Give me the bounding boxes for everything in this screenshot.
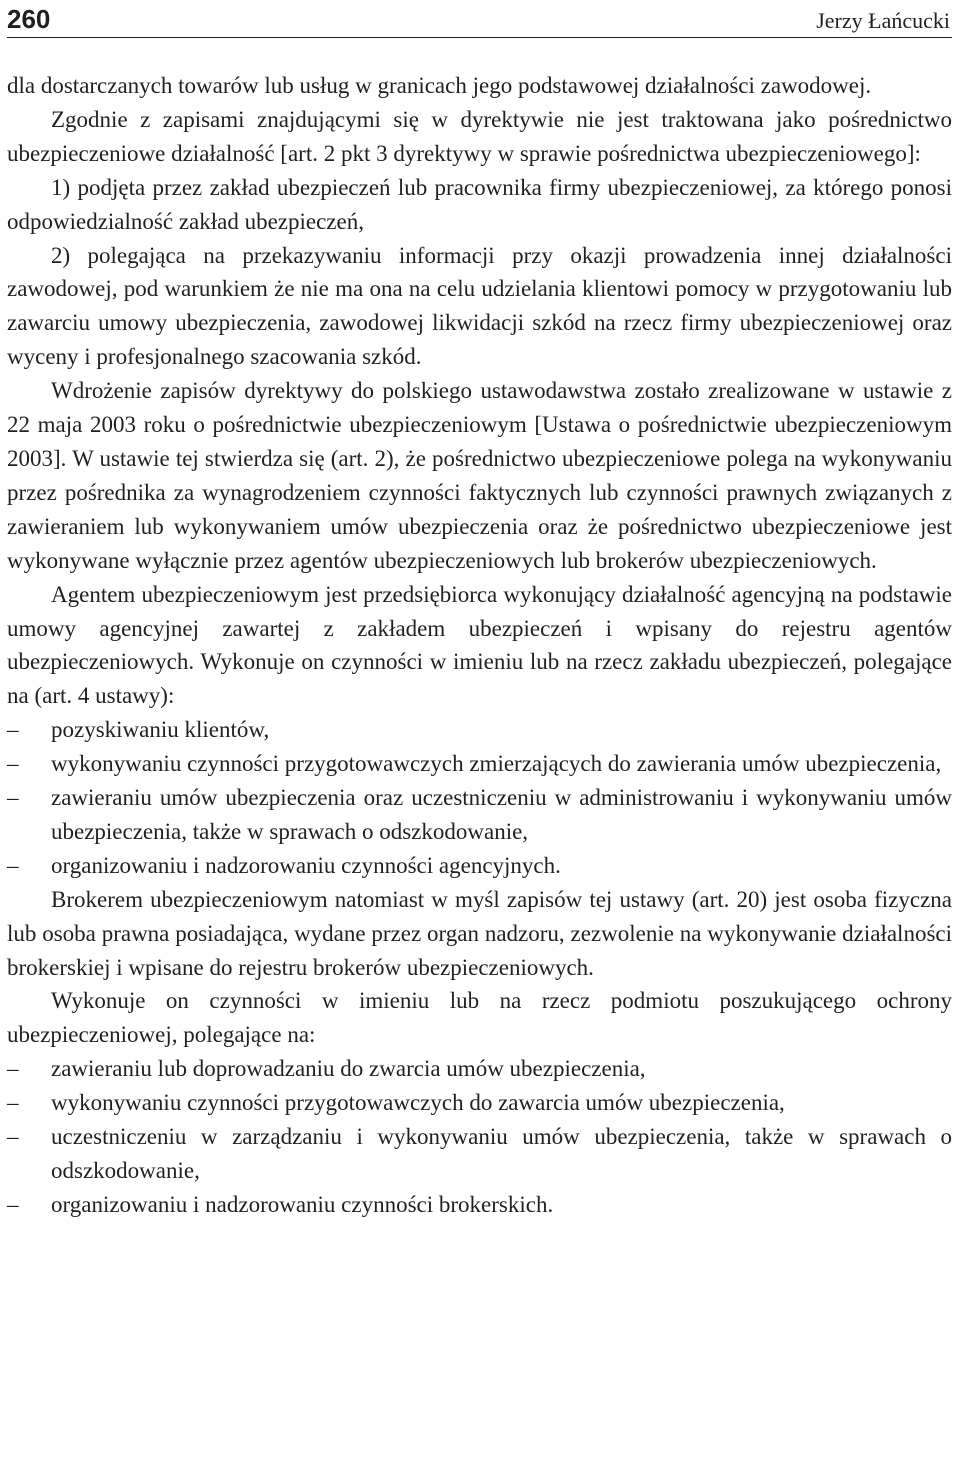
body-text	[7, 38, 952, 1222]
dash-bullet: –	[7, 1124, 19, 1150]
dash-bullet: –	[7, 1090, 19, 1116]
numbered-paragraph: 2) polegająca na przekazywaniu informacji przy okazji prowadzenia innej działalności zawodowej, pod warunkiem że nie ma ona na celu udzielania klientowi pomocy w przygotowaniu lub zawarciu umowy ubezpieczenia, zawodowej likwidacji szkód na rzecz firmy ubezpieczeniowej oraz wyceny i profesjonalnego szacowania szkód.	[7, 242, 952, 370]
list-item: – zawieraniu lub doprowadzaniu do zwarcia umów ubezpieczenia,	[7, 1052, 952, 1086]
paragraph: Wykonuje on czynności w imieniu lub na rzecz podmiotu poszukującego ochrony ubezpieczeniowej, polegające na:	[7, 988, 952, 1048]
dash-bullet: –	[7, 852, 19, 878]
dash-bullet: –	[7, 717, 19, 743]
running-header	[7, 0, 952, 38]
paragraph: dla dostarczanych towarów lub usług w granicach jego podstawowej działalności zawodowej.	[7, 73, 872, 98]
broker-activities-list	[7, 1052, 952, 1222]
dash-bullet: –	[7, 1056, 19, 1082]
list-item: – wykonywaniu czynności przygotowawczych do zawarcia umów ubezpieczenia,	[7, 1086, 952, 1120]
list-item: – organizowaniu i nadzorowaniu czynności brokerskich.	[7, 1188, 952, 1222]
running-head-author: Jerzy Łańcucki	[816, 8, 950, 33]
paragraph: Zgodnie z zapisami znajdującymi się w dyrektywie nie jest traktowana jako pośrednictwo ubezpieczeniowe działalność [art. 2 pkt 3 dyrektywy w sprawie pośrednictwa ubezpieczeniowego]:	[7, 106, 952, 166]
list-item: – uczestniczeniu w zarządzaniu i wykonywaniu umów ubezpieczenia, także w sprawach o odszkodowanie,	[7, 1120, 952, 1188]
list-item: – pozyskiwaniu klientów,	[7, 713, 952, 747]
list-item: – zawieraniu umów ubezpieczenia oraz uczestniczeniu w administrowaniu i wykonywaniu umów ubezpieczenia, także w sprawach o odszkodowanie,	[7, 781, 952, 849]
dash-bullet: –	[7, 1191, 19, 1217]
agent-activities-list	[7, 713, 952, 883]
page-number: 260	[7, 4, 51, 34]
paragraph: Brokerem ubezpieczeniowym natomiast w myśl zapisów tej ustawy (art. 20) jest osoba fizyczna lub osoba prawna posiadająca, wydane przez organ nadzoru, zezwolenie na wykonywanie działalności brokerskiej i wpisane do rejestru brokerów ubezpieczeniowych.	[7, 886, 952, 980]
numbered-paragraph: 1) podjęta przez zakład ubezpieczeń lub pracownika firmy ubezpieczeniowej, za którego ponosi odpowiedzialność zakład ubezpieczeń,	[7, 174, 952, 234]
list-item: – organizowaniu i nadzorowaniu czynności agencyjnych.	[7, 849, 952, 883]
paragraph: Wdrożenie zapisów dyrektywy do polskiego ustawodawstwa zostało zrealizowane w ustawie z 22 maja 2003 roku o pośrednictwie ubezpieczeniowym [Ustawa o pośrednictwie ubezpieczeniowym 2003]. W ustawie tej stwierdza się (art. 2), że pośrednictwo ubezpieczeniowe polega na wykonywaniu przez pośrednika za wynagrodzeniem czynności faktycznych lub czynności prawnych związanych z zawieraniem lub wykonywaniem umów ubezpieczenia oraz że pośrednictwo ubezpieczeniowe jest wykonywane wyłącznie przez agentów ubezpieczeniowych lub brokerów ubezpieczeniowych.	[7, 378, 952, 573]
dash-bullet: –	[7, 785, 19, 811]
list-item: – wykonywaniu czynności przygotowawczych zmierzających do zawierania umów ubezpieczenia,	[7, 747, 952, 781]
paragraph: Agentem ubezpieczeniowym jest przedsiębiorca wykonujący działalność agencyjną na podstawie umowy agencyjnej zawartej z zakładem ubezpieczeń i wpisany do rejestru agentów ubezpieczeniowych. Wykonuje on czynności w imieniu lub na rzecz zakładu ubezpieczeń, polegające na (art. 4 ustawy):	[7, 581, 952, 709]
dash-bullet: –	[7, 751, 19, 777]
